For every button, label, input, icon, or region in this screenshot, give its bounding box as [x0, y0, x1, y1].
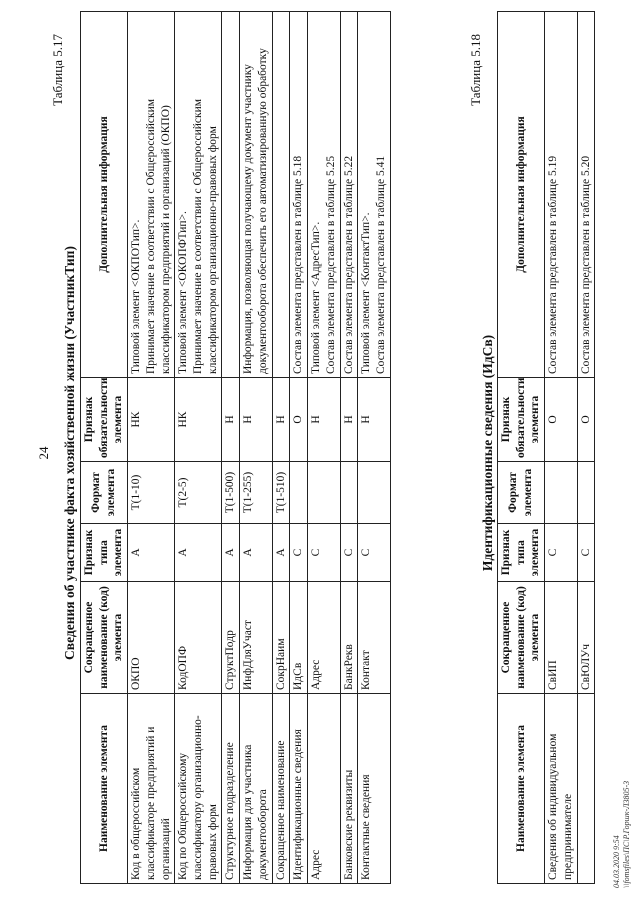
table-5-18-title: Идентификационные сведения (ИдСв)	[480, 334, 495, 572]
table-5-18	[497, 11, 595, 884]
table-cell: СокрНаим	[272, 582, 290, 694]
column-header: Признак обязательности элемента	[498, 378, 545, 462]
column-header: Формат элемента	[498, 462, 545, 524]
table-cell: Т(2-5)	[175, 462, 222, 524]
table-cell: Типовой элемент <ОКОПФТип>. Принимает значение в соответствии с Общероссийским классификатором организационно-правовых форм	[175, 12, 222, 378]
table-cell	[290, 462, 308, 524]
table-cell: А	[175, 524, 222, 582]
table-cell: С	[577, 524, 595, 582]
table-cell: Адрес	[308, 694, 340, 884]
table-5-17-label: Таблица 5.17	[50, 34, 65, 106]
column-header: Дополнительная информация	[498, 12, 545, 378]
table-cell: КодОПФ	[175, 582, 222, 694]
table-cell: НК	[128, 378, 175, 462]
table-cell: О	[577, 378, 595, 462]
table-cell: Информация для участника документооборота	[240, 694, 272, 884]
page-number: 24	[36, 446, 51, 460]
table-row	[340, 12, 358, 884]
table-cell	[308, 462, 340, 524]
footnote-path: \\fomsfiles\ПС\Р.Горшк-ЛЗ805-3	[621, 780, 631, 888]
table-cell	[577, 462, 595, 524]
table-cell: Состав элемента представлен в таблице 5.20	[577, 12, 595, 378]
table-row	[545, 12, 577, 884]
table-5-17-title: Сведения об участнике факта хозяйственной жизни (УчастникТип)	[62, 246, 77, 660]
table-cell: С	[290, 524, 308, 582]
table-cell: С	[340, 524, 358, 582]
table-cell: Т(1-10)	[128, 462, 175, 524]
column-header: Признак типа элемента	[81, 524, 128, 582]
table-cell: БанкРекв	[340, 582, 358, 694]
table-cell: Т(1-255)	[240, 462, 272, 524]
table-cell: Н	[340, 378, 358, 462]
table-cell: Код по Общероссийскому классификатору организационно-правовых форм	[175, 694, 222, 884]
footnote	[612, 781, 631, 888]
table-cell: Состав элемента представлен в таблице 5.22	[340, 12, 358, 378]
table-cell: А	[240, 524, 272, 582]
table-cell: С	[545, 524, 577, 582]
column-header: Признак обязательности элемента	[81, 378, 128, 462]
table-cell: Состав элемента представлен в таблице 5.19	[545, 12, 577, 378]
table-cell	[358, 462, 390, 524]
table-5-18-label: Таблица 5.18	[468, 34, 483, 106]
table-row	[290, 12, 308, 884]
table-cell	[340, 462, 358, 524]
table-cell: Н	[308, 378, 340, 462]
table-cell: Сокращенное наименование	[272, 694, 290, 884]
table-cell: Н	[358, 378, 390, 462]
table-cell: ИнфДляУчаст	[240, 582, 272, 694]
table-cell: Типовой элемент <ОКПОТип>. Принимает значение в соответствии с Общероссийским классификатором предприятий и организаций (ОКПО)	[128, 12, 175, 378]
table-cell: Состав элемента представлен в таблице 5.18	[290, 12, 308, 378]
table-cell: Код в общероссийском классификаторе предприятий и организаций	[128, 694, 175, 884]
table-cell: Банковские реквизиты	[340, 694, 358, 884]
table-cell: ОКПО	[128, 582, 175, 694]
table-row	[240, 12, 272, 884]
table-cell: Н	[240, 378, 272, 462]
column-header: Признак типа элемента	[498, 524, 545, 582]
header-row	[81, 12, 128, 884]
table-cell	[577, 694, 595, 884]
table-row	[577, 12, 595, 884]
table-cell: С	[358, 524, 390, 582]
table-row	[308, 12, 340, 884]
table-cell: О	[545, 378, 577, 462]
table-cell: О	[290, 378, 308, 462]
table-cell: Структурное подразделение	[222, 694, 240, 884]
table-cell	[545, 462, 577, 524]
table-cell: Н	[222, 378, 240, 462]
table-cell: Сведения об индивидуальном предпринимателе	[545, 694, 577, 884]
table-cell	[272, 12, 290, 378]
column-header: Сокращенное наименование (код) элемента	[498, 582, 545, 694]
table-cell: А	[128, 524, 175, 582]
table-cell: Идентификационные сведения	[290, 694, 308, 884]
table-cell: А	[272, 524, 290, 582]
table-cell: Т(1-500)	[222, 462, 240, 524]
table-cell: Н	[272, 378, 290, 462]
table-cell: Т(1-510)	[272, 462, 290, 524]
header-row	[498, 12, 545, 884]
table-row	[272, 12, 290, 884]
column-header: Сокращенное наименование (код) элемента	[81, 582, 128, 694]
column-header: Наименование элемента	[81, 694, 128, 884]
table-row	[128, 12, 175, 884]
table-cell: НК	[175, 378, 222, 462]
table-cell: Типовой элемент <КонтактТип>. Состав элемента представлен в таблице 5.41	[358, 12, 390, 378]
table-row	[222, 12, 240, 884]
table-cell: С	[308, 524, 340, 582]
table-5-17	[80, 11, 391, 884]
table-cell	[222, 12, 240, 378]
table-cell: СвЮЛУч	[577, 582, 595, 694]
table-cell: Адрес	[308, 582, 340, 694]
table-cell: Контакт	[358, 582, 390, 694]
table-row	[175, 12, 222, 884]
footnote-date: 04.03.2020 9:54	[612, 835, 621, 888]
table-cell: Типовой элемент <АдресТип>. Состав элемента представлен в таблице 5.25	[308, 12, 340, 378]
table-cell: Контактные сведения	[358, 694, 390, 884]
table-cell: СтруктПодр	[222, 582, 240, 694]
table-cell: А	[222, 524, 240, 582]
table-cell: СвИП	[545, 582, 577, 694]
table-row	[358, 12, 390, 884]
column-header: Наименование элемента	[498, 694, 545, 884]
column-header: Формат элемента	[81, 462, 128, 524]
table-cell: ИдСв	[290, 582, 308, 694]
column-header: Дополнительная информация	[81, 12, 128, 378]
table-cell: Информация, позволяющая получающему документ участнику документооборота обеспечить его автоматизированную обработку	[240, 12, 272, 378]
